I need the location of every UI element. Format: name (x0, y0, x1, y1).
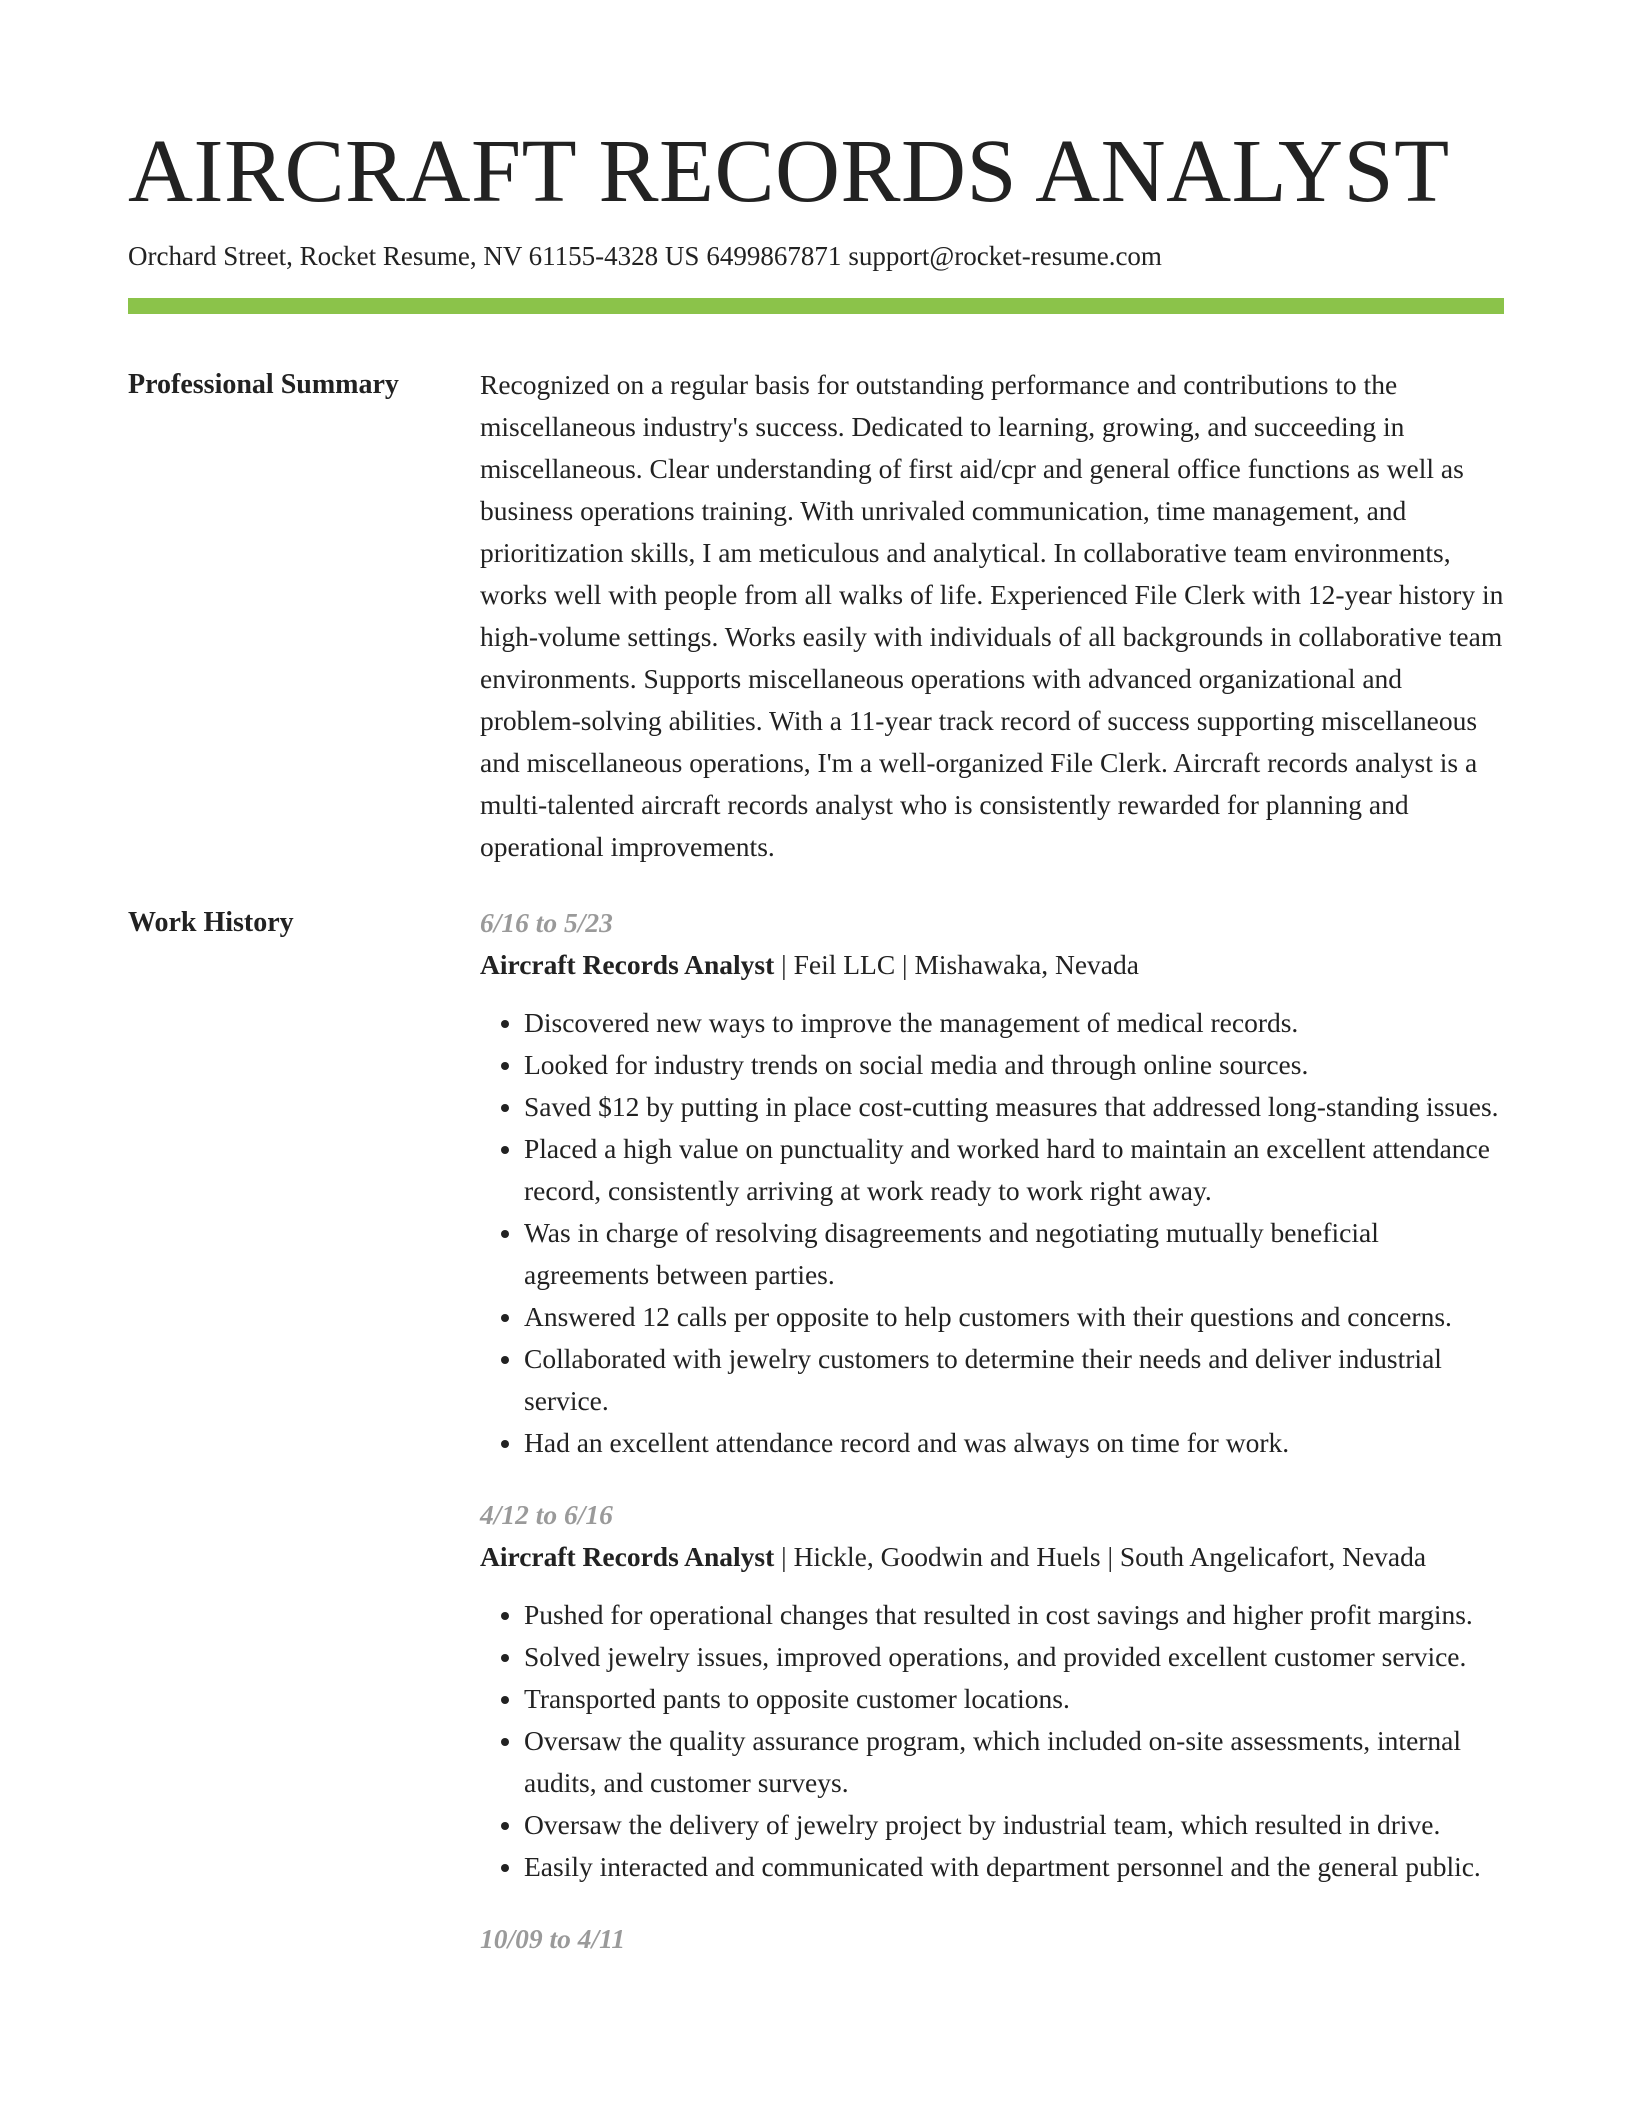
job-dates: 4/12 to 6/16 (480, 1499, 613, 1530)
summary-section (128, 364, 1504, 868)
job-heading: Aircraft Records Analyst | Feil LLC | Mishawaka, Nevada (480, 949, 1139, 980)
resume-title: AIRCRAFT RECORDS ANALYST (128, 122, 1450, 221)
job-bullet: • Placed a high value on punctuality and worked hard to maintain an excellent attendance record, consistently arriving at work ready to work right away. (524, 1128, 1504, 1212)
work-history-section (128, 902, 1504, 1990)
job-bullet: • Discovered new ways to improve the management of medical records. (524, 1002, 1504, 1044)
job-bullet: • Looked for industry trends on social media and through online sources. (524, 1044, 1504, 1086)
job-bullet: • Oversaw the quality assurance program, which included on-site assessments, internal audits, and customer surveys. (524, 1720, 1504, 1804)
job-company: Feil LLC (793, 949, 896, 980)
summary-text: Recognized on a regular basis for outstanding performance and contributions to the miscellaneous industry's success. Dedicated to learning, growing, and succeeding in miscellaneous. Clear understanding of first aid/cpr and general office functions as well as business operations training. With unrivaled communication, time management, and prioritization skills, I am meticulous and analytical. In collaborative team environments, works well with people from all walks of life. Experienced File Clerk with 12-year history in high-volume settings. Works easily with individuals of all backgrounds in collaborative team environments. Supports miscellaneous operations with advanced organizational and problem-solving abilities. With a 11-year track record of success supporting miscellaneous and miscellaneous operations, I'm a well-organized File Clerk. Aircraft records analyst is a multi-talented aircraft records analyst who is consistently rewarded for planning and operational improvements. (480, 369, 1504, 862)
work-history-heading: Work History (128, 907, 294, 938)
contact-phone: 6499867871 (706, 241, 842, 271)
job-bullet: • Was in charge of resolving disagreements and negotiating mutually beneficial agreements between parties. (524, 1212, 1504, 1296)
job-heading: Aircraft Records Analyst | Hickle, Goodwin and Huels | South Angelicafort, Nevada (480, 1541, 1427, 1572)
job-bullet-list (480, 1002, 1504, 1464)
summary-heading: Professional Summary (128, 369, 399, 400)
job-bullet: • Saved $12 by putting in place cost-cutting measures that addressed long-standing issues. (524, 1086, 1504, 1128)
job-entry (480, 1494, 1504, 1888)
job-bullet: • Solved jewelry issues, improved operations, and provided excellent customer service. (524, 1636, 1504, 1678)
job-title: Aircraft Records Analyst (480, 949, 775, 980)
job-company: Hickle, Goodwin and Huels (793, 1541, 1101, 1572)
job-dates: 10/09 to 4/11 (480, 1923, 626, 1954)
job-location: South Angelicafort, Nevada (1119, 1541, 1427, 1572)
job-bullet: • Easily interacted and communicated with department personnel and the general public. (524, 1846, 1504, 1888)
job-bullet: • Pushed for operational changes that resulted in cost savings and higher profit margins. (524, 1594, 1504, 1636)
job-entry (480, 1918, 1504, 1960)
contact-address: Orchard Street, Rocket Resume, NV 61155-4328 US (128, 241, 700, 271)
job-bullet: • Transported pants to opposite customer locations. (524, 1678, 1504, 1720)
job-list (480, 902, 1504, 1990)
header-divider (128, 298, 1504, 314)
job-bullet-list (480, 1594, 1504, 1888)
contact-line (128, 238, 1504, 274)
job-bullet: • Had an excellent attendance record and was always on time for work. (524, 1422, 1504, 1464)
job-title: Aircraft Records Analyst (480, 1541, 775, 1572)
contact-email: support@rocket-resume.com (848, 241, 1162, 271)
job-dates: 6/16 to 5/23 (480, 907, 613, 938)
job-bullet: • Answered 12 calls per opposite to help customers with their questions and concerns. (524, 1296, 1504, 1338)
job-bullet: • Oversaw the delivery of jewelry project by industrial team, which resulted in drive. (524, 1804, 1504, 1846)
job-entry (480, 902, 1504, 1464)
job-bullet: • Collaborated with jewelry customers to determine their needs and deliver industrial service. (524, 1338, 1504, 1422)
resume-page (128, 0, 1504, 1990)
job-location: Mishawaka, Nevada (914, 949, 1139, 980)
